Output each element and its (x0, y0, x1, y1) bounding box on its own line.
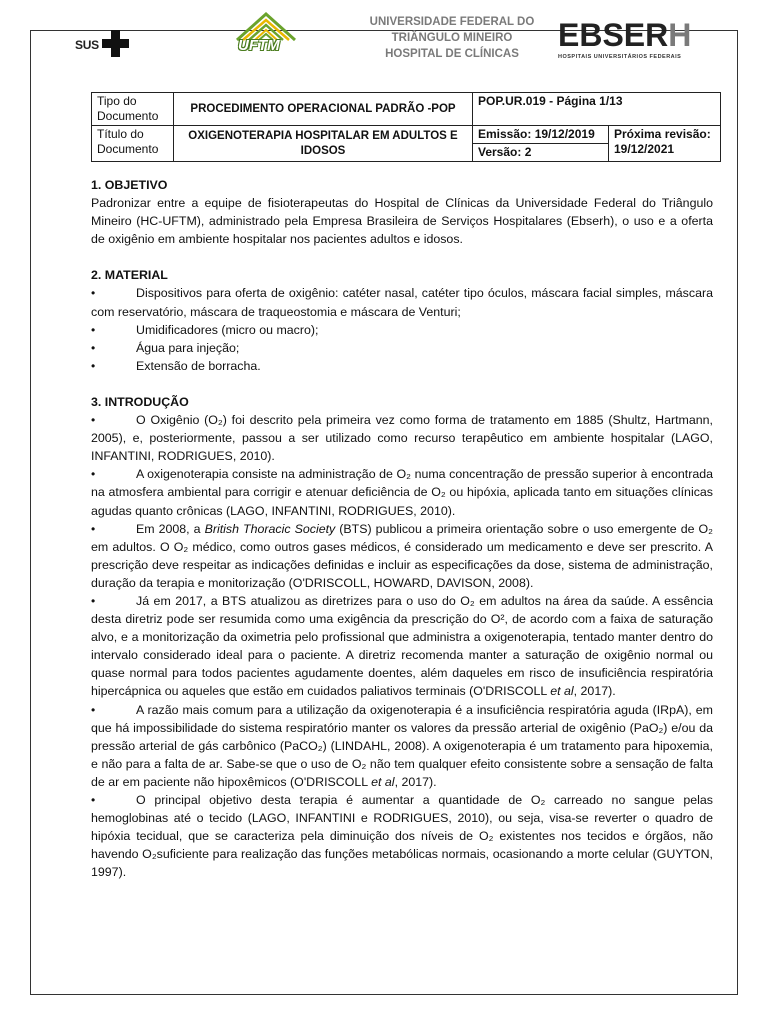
proxima-revisao-date: 19/12/2021 (614, 142, 675, 156)
section-material-title: 2. MATERIAL (91, 268, 168, 283)
material-item: • Dispositivos para oferta de oxigênio: catéter nasal, catéter tipo óculos, máscara facial simples, máscara com reservatório, máscara de traqueostomia e máscara de Venturi; (91, 286, 713, 319)
bullet-icon: • (91, 521, 96, 536)
emissao-date: Emissão: 19/12/2019 (473, 126, 609, 144)
titulo-label: Título do Documento (92, 126, 174, 162)
material-item: • Umidificadores (micro ou macro); (91, 321, 713, 339)
bullet-icon: • (91, 358, 96, 373)
university-line-3: HOSPITAL DE CLÍNICAS (385, 48, 519, 60)
document-body (91, 176, 713, 881)
bullet-icon: • (91, 340, 96, 355)
section-objetivo-title: 1. OBJETIVO (91, 178, 168, 192)
section-introducao-title: 3. INTRODUÇÃO (91, 394, 189, 409)
versao: Versão: 2 (473, 144, 609, 162)
intro-paragraph: • A oxigenoterapia consiste na administração de O₂ numa concentração de pressão superior à encontrada na atmosfera ambiental para corrigir e atenuar deficiência de O₂ ou hipóxia, aplicada tanto em situações clínicas agudas quanto crônicas (LAGO, INFANTINI, RODRIGUES, 2010). (91, 467, 713, 518)
ebserh-logo-text: EBSERH (558, 17, 692, 53)
ebserh-logo (558, 18, 718, 66)
intro-paragraph: • Já em 2017, a BTS atualizou as diretrizes para o uso do O₂ em adultos na área da saúde. A essência desta diretriz pode ser resumida como uma exigência da prescrição do O², de acordo com a faixa de saturação alvo, e a monitorização da oximetria pelo profissional que administra a oxigenoterapia, tentado manter dentro do intervalo considerado ideal para o paciente. A diretriz recomenda manter a saturação de oxigênio normal ou quase normal para todos pacientes agudamente doentes, além daqueles em risco de insuficiência respiratória hipercápnica ou aqueles que estão em cuidados paliativos terminais (O'DRISCOLL et al, 2017). (91, 593, 713, 699)
uftm-logo (235, 12, 297, 60)
sus-logo (75, 30, 135, 60)
document-code: POP.UR.019 - Página 1/13 (473, 93, 721, 126)
uftm-logo-text: UFTM (238, 37, 280, 54)
tipo-value: PROCEDIMENTO OPERACIONAL PADRÃO -POP (174, 93, 473, 126)
titulo-value: OXIGENOTERAPIA HOSPITALAR EM ADULTOS E IDOSOS (174, 126, 473, 162)
university-line-1: UNIVERSIDADE FEDERAL DO (369, 16, 535, 28)
bullet-icon: • (91, 593, 96, 608)
university-name (352, 14, 552, 62)
bullet-icon: • (91, 286, 96, 301)
document-meta-table (91, 92, 721, 162)
intro-paragraph: • A razão mais comum para a utilização da oxigenoterapia é a insuficiência respiratória aguda (IRpA), em que há impossibilidade do sistema respiratório manter os valores da pressão arterial de oxigênio (PaO₂) e/ou da pressão arterial de gás carbônico (PaCO₂) (LINDAHL, 2008). A oxigenoterapia é um tratamento para hipoxemia, e não para a falta de ar. Sabe-se que o uso de O₂ não tem qualquer efeito consistente sobre a sensação de falta de ar em paciente não hipoxêmicos (O'DRISCOLL et al, 2017). (91, 702, 713, 789)
material-item: • Extensão de borracha. (91, 357, 713, 375)
material-item: • Água para injeção; (91, 339, 713, 357)
sus-logo-text: SUS (75, 38, 99, 52)
section-objetivo-text: Padronizar entre a equipe de fisioterapeutas do Hospital de Clínicas da Universidade Federal do Triângulo Mineiro (HC-UFTM), administrado pela Empresa Brasileira de Serviços Hospitalares (Ebserh), o uso e a oferta de oxigênio em ambiente hospitalar nos pacientes adultos e idosos. (91, 196, 713, 247)
tipo-label: Tipo do Documento (92, 93, 174, 126)
university-line-2: TRIÂNGULO MINEIRO (391, 32, 513, 44)
proxima-revisao-label: Próxima revisão: (614, 127, 711, 141)
bullet-icon: • (91, 793, 96, 807)
bullet-icon: • (91, 413, 96, 428)
ebserh-subtitle: HOSPITAIS UNIVERSITÁRIOS FEDERAIS (558, 54, 682, 60)
intro-paragraph: • Em 2008, a British Thoracic Society (BTS) publicou a primeira orientação sobre o uso emergente de O₂ em adultos. O O₂ médico, como outros gases médicos, é considerado um medicamento e deve ser prescrito. A prescrição deve respeitar as indicações definidas e incluir as especificações da dose, sistema de administração, duração da terapia e monitorização (O'DRISCOLL, HOWARD, DAVISON, 2008). (91, 521, 713, 590)
intro-paragraph: • O Oxigênio (O₂) foi descrito pela primeira vez como forma de tratamento em 1885 (Shultz, Hartmann, 2005), e, posteriormente, passou a ser utilizado como recurso terapêutico em ambiente hospitalar (LAGO, INFANTINI, RODRIGUES, 2010). (91, 413, 713, 464)
bullet-icon: • (91, 467, 96, 482)
bullet-icon: • (91, 702, 96, 717)
sus-cross-icon (102, 30, 129, 57)
intro-paragraph: • O principal objetivo desta terapia é aumentar a quantidade de O₂ carreado no sangue pelas hemoglobinas até o tecido (LAGO, INFANTINI e RODRIGUES, 2010), ou seja, visa-se reverter o quadro de hipóxia tecidual, que se caracteriza pela diminuição dos níveis de O₂ existentes nos tecidos e órgãos, não havendo O₂suficiente para realização das funções metabólicas normais, ocasionando a morte celular (GUYTON, 1997). (91, 793, 713, 880)
bullet-icon: • (91, 322, 96, 337)
proxima-revisao (609, 126, 721, 162)
